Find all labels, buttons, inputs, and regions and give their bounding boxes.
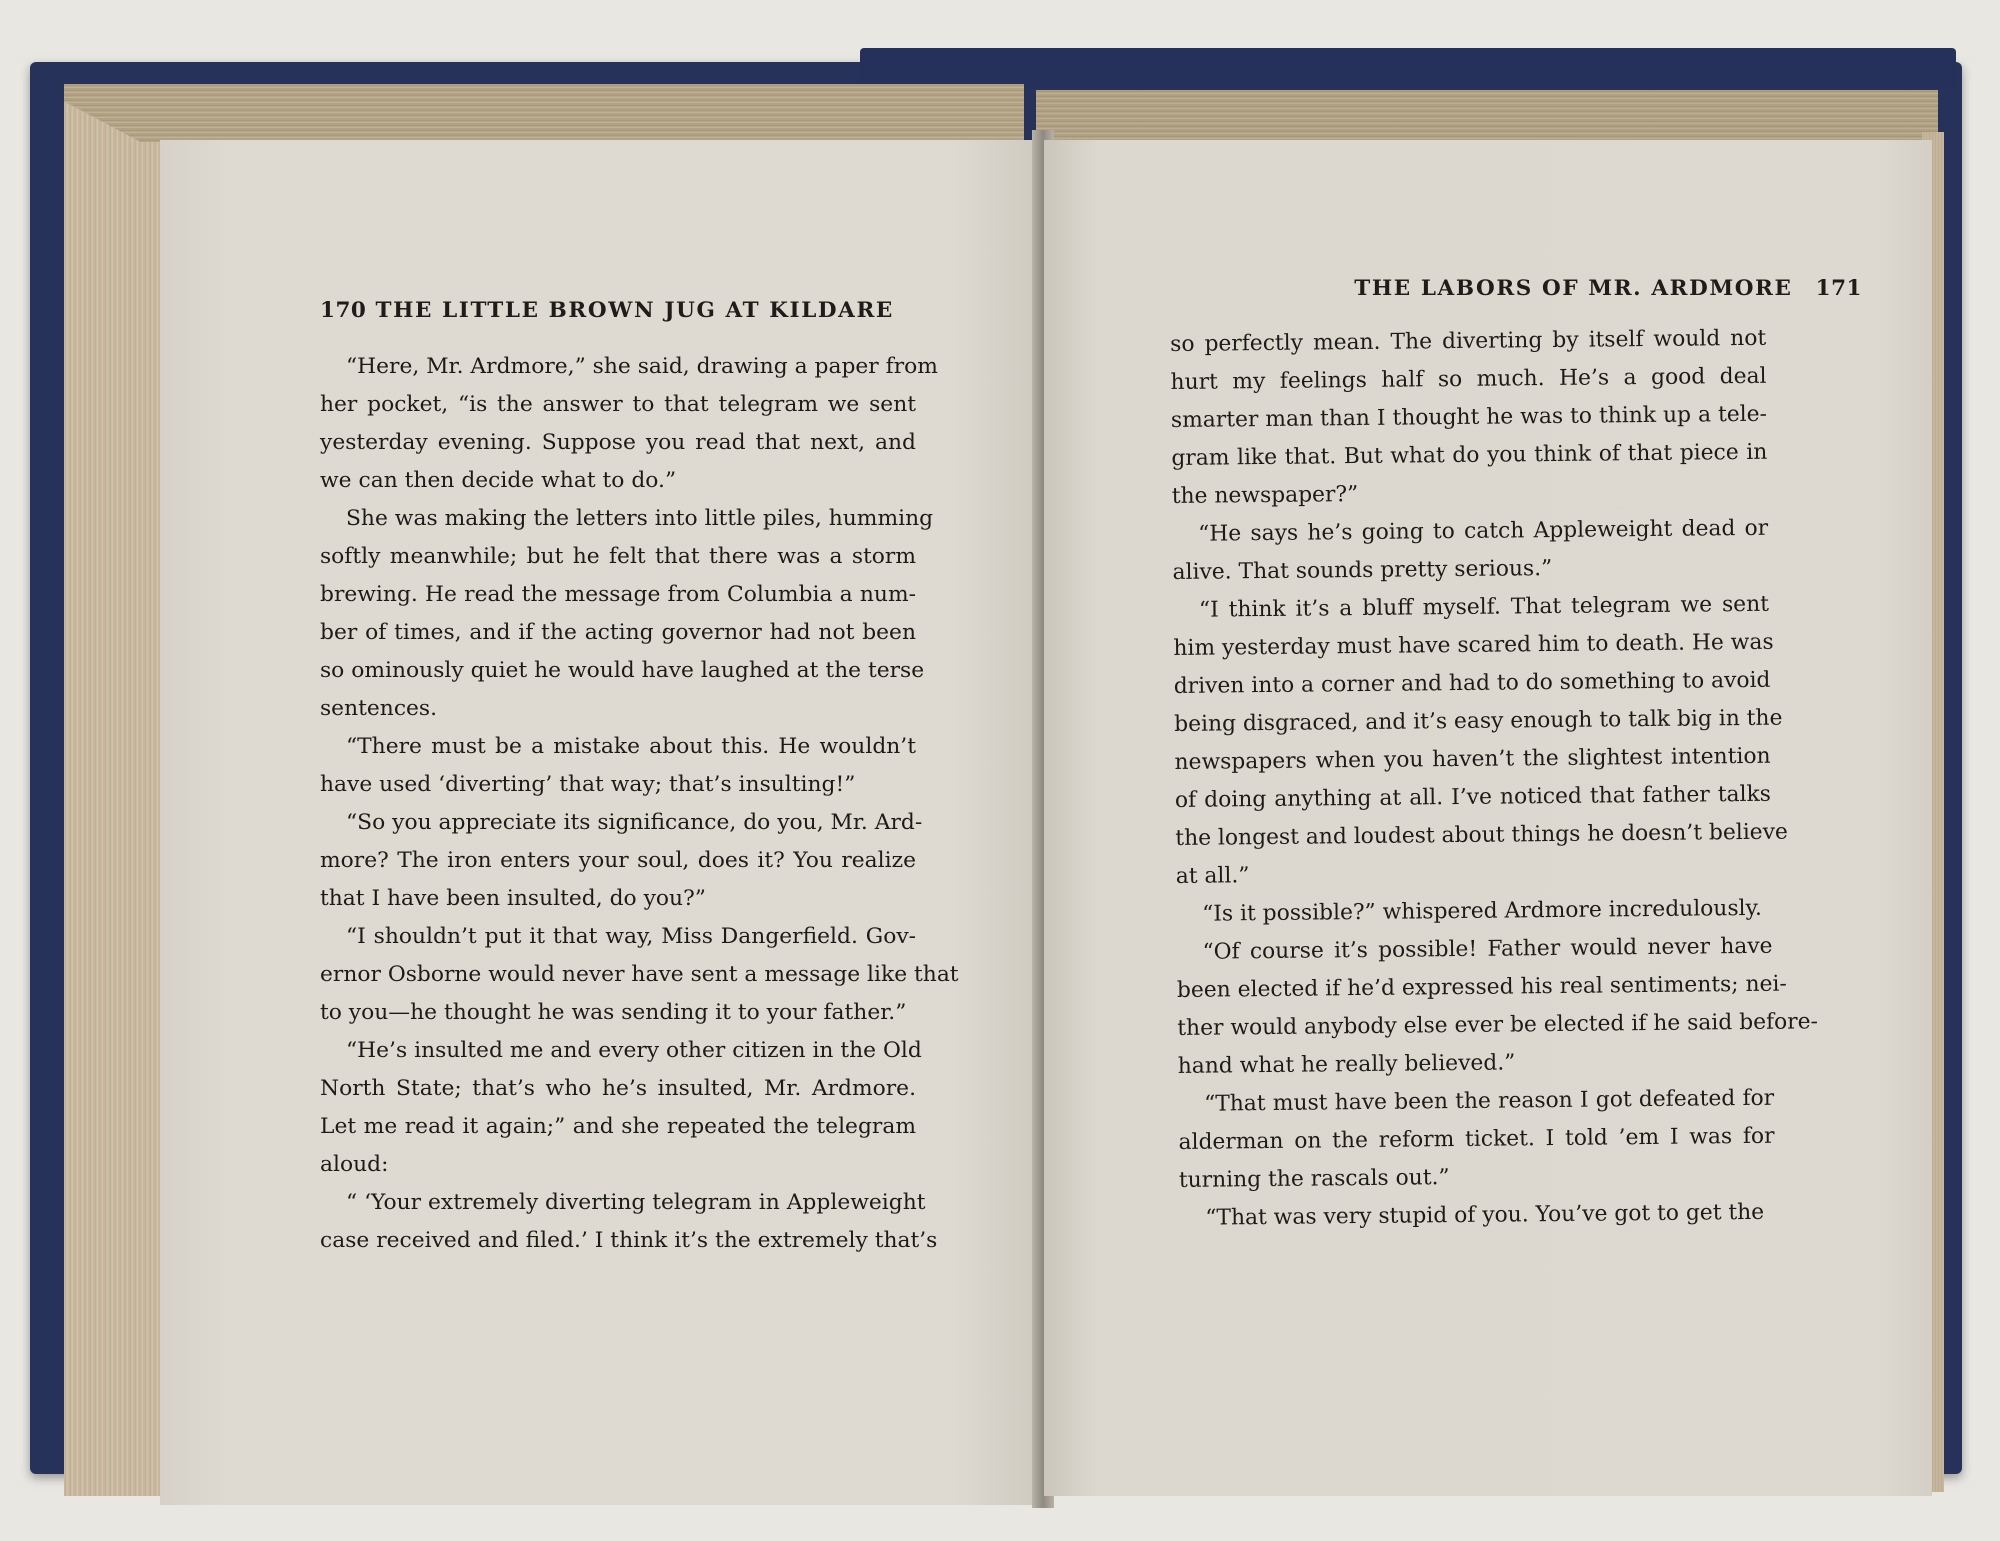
text-line: turning the rascals out.” bbox=[1178, 1165, 1450, 1193]
text-line: “That must have been the reason I got defeated for bbox=[1204, 1085, 1775, 1117]
text-line: ber of times, and if the acting governor had not been bbox=[320, 620, 916, 645]
text-line: gram like that. But what do you think of that piece in bbox=[1171, 439, 1768, 471]
text-line: ther would anybody else ever be elected if he said before- bbox=[1177, 1009, 1819, 1041]
right-page bbox=[1044, 140, 1932, 1496]
text-line: being disgraced, and it’s easy enough to talk big in the bbox=[1174, 705, 1783, 737]
text-line: “That was very stupid of you. You’ve got to get the bbox=[1205, 1199, 1765, 1231]
text-line: “Here, Mr. Ardmore,” she said, drawing a paper from bbox=[346, 354, 938, 379]
text-line: more? The iron enters your soul, does it? You realize bbox=[320, 848, 916, 873]
text-line: “He’s insulted me and every other citizen in the Old bbox=[346, 1038, 922, 1063]
page-edges-top-right bbox=[1036, 90, 1938, 142]
text-line: brewing. He read the message from Columbia a num- bbox=[320, 582, 916, 607]
text-line: “I think it’s a bluff myself. That telegram we sent bbox=[1198, 591, 1770, 623]
text-line: North State; that’s who he’s insulted, Mr. Ardmore. bbox=[320, 1076, 916, 1101]
text-line: aloud: bbox=[320, 1152, 389, 1177]
page-edges-top-left bbox=[64, 84, 1024, 142]
text-line: sentences. bbox=[320, 696, 438, 721]
book-spine-top bbox=[860, 48, 1956, 88]
text-line: “Of course it’s possible! Father would never have bbox=[1202, 933, 1773, 965]
left-running-head bbox=[320, 298, 894, 323]
text-line: her pocket, “is the answer to that telegram we sent bbox=[320, 392, 916, 417]
text-line: case received and filed.’ I think it’s the extremely that’s bbox=[320, 1228, 938, 1253]
text-line: hand what he really believed.” bbox=[1177, 1050, 1516, 1079]
right-running-title: THE LABORS OF MR. ARDMORE bbox=[1354, 276, 1793, 301]
text-line: “I shouldn’t put it that way, Miss Dangerfield. Gov- bbox=[346, 924, 916, 949]
text-line: “Is it possible?” whispered Ardmore incredulously. bbox=[1202, 895, 1763, 927]
text-line: yesterday evening. Suppose you read that next, and bbox=[320, 430, 916, 455]
left-page-text bbox=[320, 348, 959, 1260]
page-edges-left bbox=[64, 84, 164, 1496]
text-line: to you—he thought he was sending it to your father.” bbox=[320, 1000, 907, 1025]
text-line: “There must be a mistake about this. He wouldn’t bbox=[346, 734, 916, 759]
left-running-title: THE LITTLE BROWN JUG AT KILDARE bbox=[375, 298, 894, 323]
right-page-text bbox=[1170, 320, 1819, 1238]
left-page-number: 170 bbox=[320, 298, 367, 323]
text-line: hurt my feelings half so much. He’s a good deal bbox=[1170, 363, 1767, 395]
text-line: we can then decide what to do.” bbox=[320, 468, 677, 493]
text-line: newspapers when you haven’t the slightest intention bbox=[1174, 743, 1771, 775]
text-line: “So you appreciate its significance, do you, Mr. Ard- bbox=[346, 810, 923, 835]
left-page bbox=[160, 140, 1040, 1505]
text-line: alive. That sounds pretty serious.” bbox=[1172, 556, 1553, 585]
text-line: the newspaper?” bbox=[1171, 482, 1359, 509]
text-line: smarter man than I thought he was to think up a tele- bbox=[1170, 401, 1768, 433]
text-line: so ominously quiet he would have laughed at the terse bbox=[320, 658, 925, 683]
text-line: have used ‘diverting’ that way; that’s insulting!” bbox=[320, 772, 856, 797]
text-line: driven into a corner and had to do something to avoid bbox=[1173, 667, 1771, 699]
text-line: alderman on the reform ticket. I told ’em I was for bbox=[1178, 1123, 1775, 1155]
text-line: “ ‘Your extremely diverting telegram in Appleweight bbox=[346, 1190, 926, 1215]
text-line: Let me read it again;” and she repeated the telegram bbox=[320, 1114, 916, 1139]
text-line: She was making the letters into little piles, humming bbox=[346, 506, 934, 531]
right-running-head bbox=[1354, 276, 1862, 301]
text-line: at all.” bbox=[1175, 863, 1250, 889]
text-line: that I have been insulted, do you?” bbox=[320, 886, 706, 911]
text-line: “He says he’s going to catch Appleweight dead or bbox=[1198, 515, 1769, 547]
text-line: ernor Osborne would never have sent a message like that bbox=[320, 962, 959, 987]
text-line: the longest and loudest about things he doesn’t believe bbox=[1175, 819, 1788, 851]
text-line: of doing anything at all. I’ve noticed that father talks bbox=[1174, 781, 1772, 813]
text-line: so perfectly mean. The diverting by itself would not bbox=[1170, 325, 1767, 357]
text-line: him yesterday must have scared him to death. He was bbox=[1173, 629, 1774, 661]
text-line: been elected if he’d expressed his real sentiments; nei- bbox=[1176, 971, 1787, 1003]
text-line: softly meanwhile; but he felt that there was a storm bbox=[320, 544, 916, 569]
right-page-number: 171 bbox=[1815, 276, 1862, 301]
